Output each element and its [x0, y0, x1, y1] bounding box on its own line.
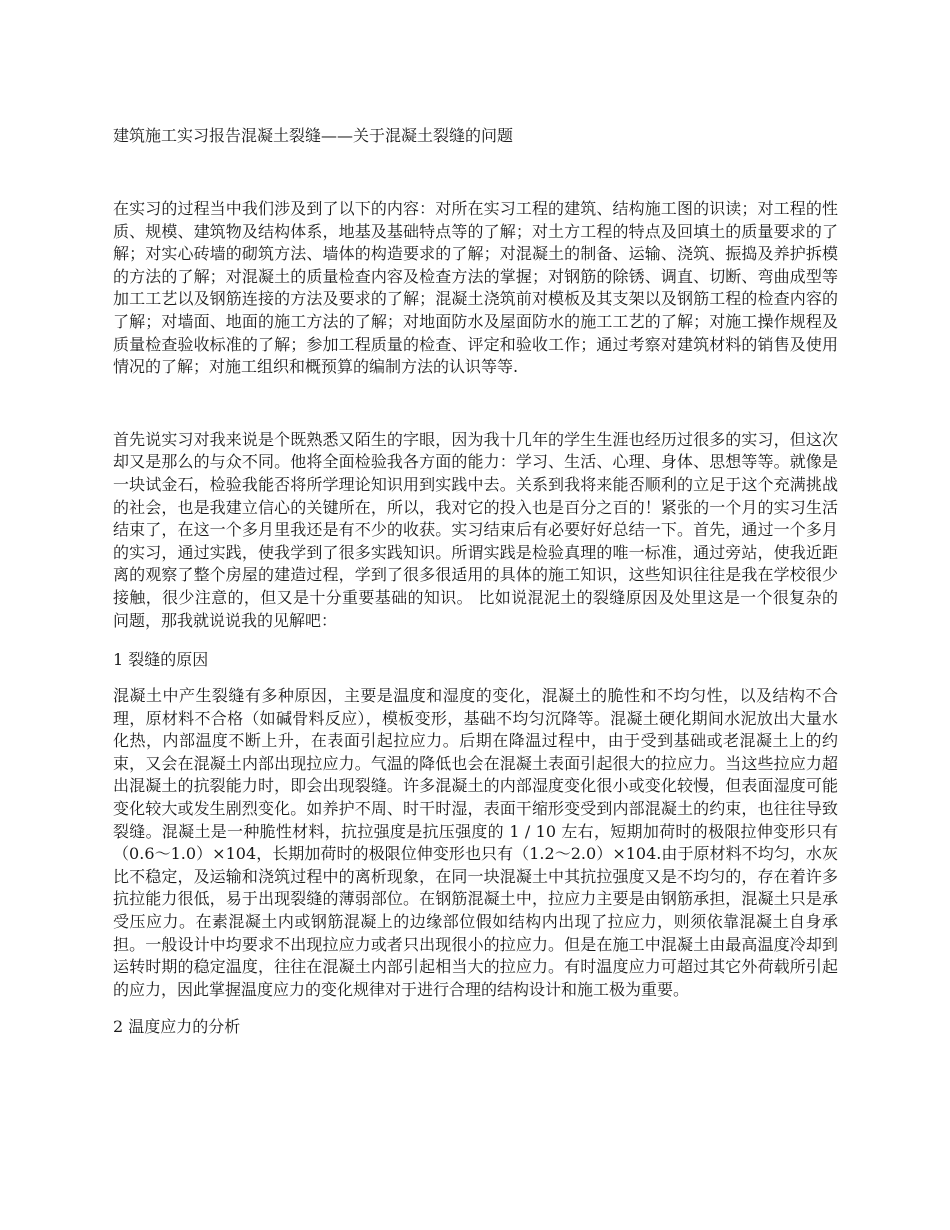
document-page: [113, 124, 838, 1052]
document-title: 建筑施工实习报告混凝土裂缝——关于混凝土裂缝的问题: [113, 126, 514, 145]
paragraph-internship-content: 在实习的过程当中我们涉及到了以下的内容：对所在实习工程的建筑、结构施工图的识读；对工程的性质、规模、建筑物及结构体系，地基及基础特点等的了解；对土方工程的特点及回填土的质量要求的了解；对实心砖墙的砌筑方法、墙体的构造要求的了解；对混凝土的制备、运输、浇筑、振捣及养护拆模的方法的了解；对混凝土的质量检查内容及检查方法的掌握；对钢筋的除锈、调直、切断、弯曲成型等加工工艺以及钢筋连接的方法及要求的了解；混凝土浇筑前对模板及其支架以及钢筋工程的检查内容的了解；对墙面、地面的施工方法的了解；对地面防水及屋面防水的施工工艺的了解；对施工操作规程及质量检查验收标准的了解；参加工程质量的检查、评定和验收工作；通过考察对建筑材料的销售及使用情况的了解；对施工组织和概预算的编制方法的认识等等.: [113, 199, 838, 377]
paragraph-internship-reflection: 首先说实习对我来说是个既熟悉又陌生的字眼，因为我十几年的学生生涯也经历过很多的实习，但这次却又是那么的与众不同。他将全面检验我各方面的能力：学习、生活、心理、身体、思想等等。就像是一块试金石，检验我能否将所学理论知识用到实践中去。关系到我将来能否顺利的立足于这个充满挑战的社会，也是我建立信心的关键所在，所以，我对它的投入也是百分之百的！紧张的一个月的实习生活结束了，在这一个多月里我还是有不少的收获。实习结束后有必要好好总结一下。首先，通过一个多月的实习，通过实践，使我学到了很多实践知识。所谓实践是检验真理的唯一标准，通过旁站，使我近距离的观察了整个房屋的建造过程，学到了很多很适用的具体的施工知识，这些知识往往是我在学校很少接触，很少注意的，但又是十分重要基础的知识。 比如说混泥土的裂缝原因及处里这是一个很复杂的问题，那我就说说我的见解吧：: [113, 429, 838, 630]
paragraph-crack-causes: 混凝土中产生裂缝有多种原因，主要是温度和湿度的变化，混凝土的脆性和不均匀性，以及结构不合理，原材料不合格（如碱骨料反应），模板变形，基础不均匀沉降等。混凝土硬化期间水泥放出大量水化热，内部温度不断上升，在表面引起拉应力。后期在降温过程中，由于受到基础或老混凝土上的约束，又会在混凝土内部出现拉应力。气温的降低也会在混凝土表面引起很大的拉应力。当这些拉应力超出混凝土的抗裂能力时，即会出现裂缝。许多混凝土的内部湿度变化很小或变化较慢，但表面湿度可能变化较大或发生剧烈变化。如养护不周、时干时湿，表面干缩形变受到内部混凝土的约束，也往往导致裂缝。混凝土是一种脆性材料，抗拉强度是抗压强度的 1 / 10 左右，短期加荷时的极限拉伸变形只有（0.6～1.0）×104，长期加荷时的极限位伸变形也只有（1.2～2.0）×104.由于原材料不均匀，水灰比不稳定，及运输和浇筑过程中的离析现象，在同一块混凝土中其抗拉强度又是不均匀的，存在着许多抗拉能力很低，易于出现裂缝的薄弱部位。在钢筋混凝土中，拉应力主要是由钢筋承担，混凝土只是承受压应力。在素混凝土内或钢筋混凝上的边缘部位假如结构内出现了拉应力，则须依靠混凝土自身承担。一般设计中均要求不出现拉应力或者只出现很小的拉应力。但是在施工中混凝土由最高温度冷却到运转时期的稳定温度，往往在混凝土内部引起相当大的拉应力。有时温度应力可超过其它外荷载所引起的应力，因此掌握温度应力的变化规律对于进行合理的结构设计和施工极为重要。: [113, 686, 838, 999]
section-heading-crack-causes: 1 裂缝的原因: [113, 650, 209, 670]
section-heading-thermal-stress: 2 温度应力的分析: [113, 1017, 241, 1037]
